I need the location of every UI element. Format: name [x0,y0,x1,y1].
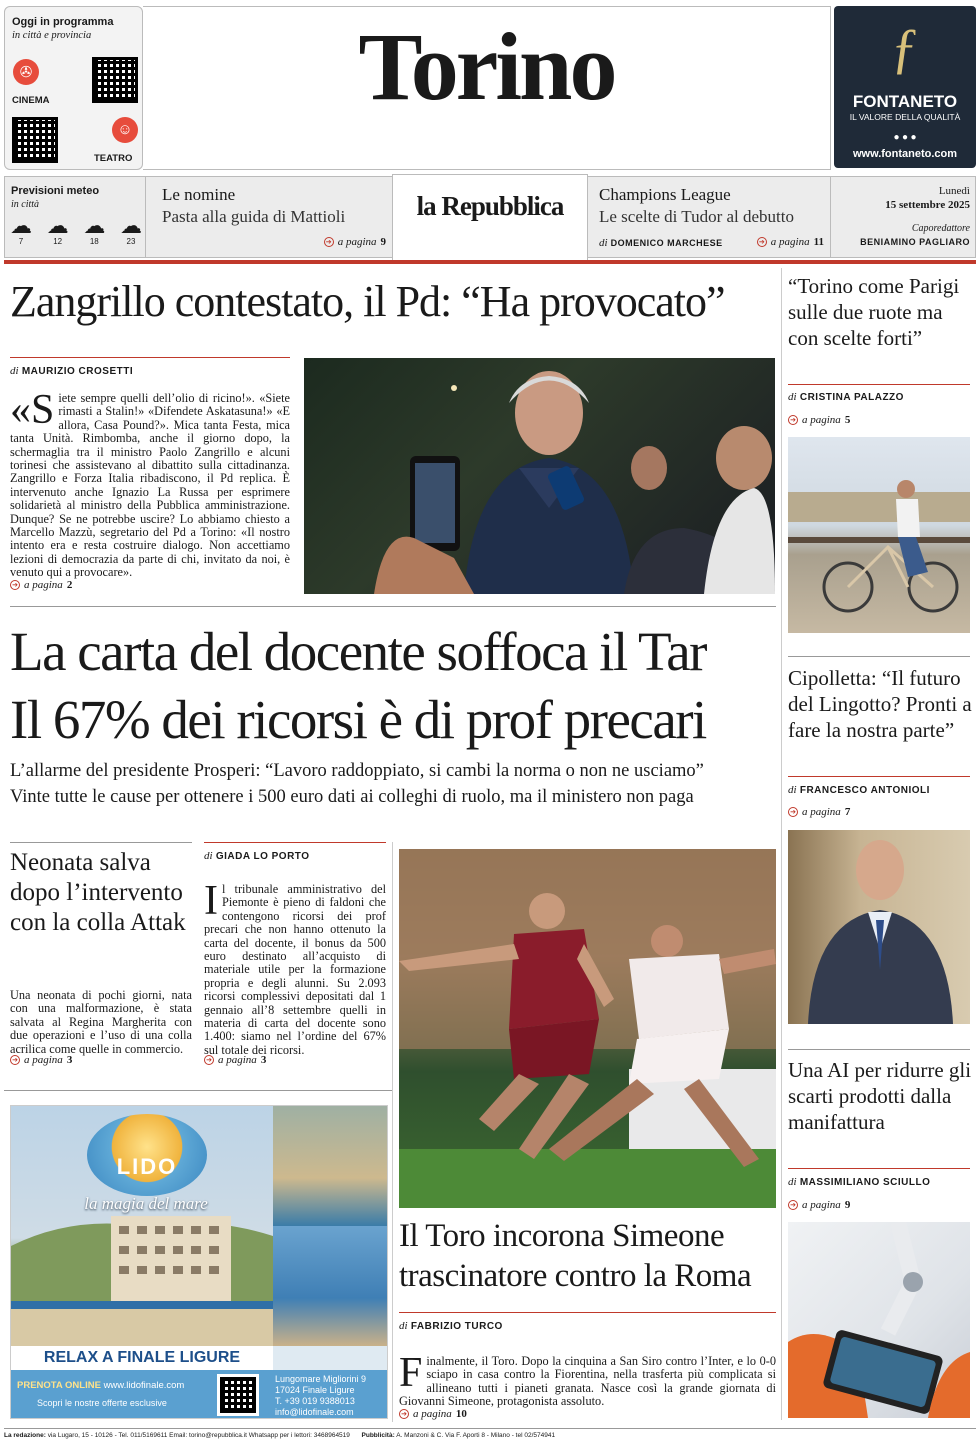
lido-logo-badge [87,1114,207,1196]
footer [4,1432,976,1439]
page-label: a pagina [802,414,841,426]
weather-temp: 23 [126,237,136,246]
by-label: di [788,1176,797,1188]
lead-text: iete sempre quelli dell’olio di ricino!». «Siete rimasti a Stalin!» «Difendete Askatasuna!» «E allora, Casa Pound?». Mica tanta Festa, mica tanta Unità. Rimbomba, anche il giorno dopo, la schermaglia tra il ministro Paolo Zangrillo e alcuni torinesi che assistevano al dibattito sulla cittadinanza. Zangrillo e Forza Italia ribadiscono, il Pd replica. È intervenuto anche Ignazio La Russa per esprimere solidarietà al ministro della Pubblica amministrazione. Dunque? Se ne potrebbe uscire? Lo abbiamo chiesto a Marcello Mazzù, segretario del Pd a Torino: «Il nostro intento era e resta costruire dialogo. Non accettiamo lezioni di democrazia da parte di chi, invitato da noi, è venuto qui a provocare». [10,391,290,580]
beach-photo [273,1106,388,1226]
page-number: 7 [844,806,851,818]
sidebar-page-ref[interactable] [788,806,850,818]
cinema-icon: ✇ [13,59,39,85]
email: info@lidofinale.com [275,1407,354,1417]
drop-cap: I [204,878,218,924]
divider [10,606,776,607]
page-label: a pagina [770,236,810,248]
arrow-right-icon: ➔ [788,1200,798,1210]
lido-qr-code[interactable] [217,1374,259,1416]
robot-arm-illustration [788,1222,970,1418]
sport-text: inalmente, il Toro. Dopo la cinquina a San Siro contro l’Inter, e lo 0-0 sciapo in casa contro la Fiorentina, nella trasferta più complicata si allineano tutti i pianeti granata. Nasce così la grande giornata di Giovanni Simeone, protagonista assoluto. [399,1354,776,1409]
author: GIADA LO PORTO [215,851,310,862]
lido-offer: Scopri le nostre offerte esclusive [37,1398,167,1408]
sport-body [399,1350,776,1409]
sport-byline [399,1320,503,1332]
teaser-kicker: Le nomine [162,185,236,204]
neonata-body: Una neonata di pochi giorni, nata con una malformazione, è stata salvata al Regina Margherita con due operazioni e l’uso di una colla acrilica come quelle in commercio. [10,988,192,1056]
lead-photo-illustration [304,358,775,594]
cloud-sun-icon: ☁ 23 [119,213,142,246]
address-line: Lungomare Migliorini 9 [275,1374,367,1384]
tar-byline [204,850,310,862]
by-label: di [399,1320,408,1332]
sport-page-ref[interactable] [399,1408,467,1420]
arrow-right-icon: ➔ [399,1409,409,1419]
main-subhead-2: Vinte tutte le cause per ottenere i 500 euro dati ai colleghi di ruolo, ma il ministero non paga [10,787,694,807]
repubblica-logo[interactable]: la Repubblica [416,191,564,221]
lido-ad[interactable] [10,1105,388,1419]
section-rule [4,260,976,264]
sport-photo [399,849,776,1208]
cinema-qr-code[interactable] [92,57,138,103]
author: FRANCESCO ANTONIOLI [799,785,930,796]
neonata-rule [10,842,192,843]
fontaneto-tagline: IL VALORE DELLA QUALITÀ [849,112,961,122]
weather-box [4,176,146,258]
page-label: a pagina [802,1199,841,1211]
lido-side-photos [273,1106,388,1346]
teaser-page-ref[interactable] [757,236,824,248]
lido-info-strip [11,1370,388,1419]
editor-role: Caporedattore [911,223,970,234]
arrow-right-icon: ➔ [788,415,798,425]
sport-headline[interactable]: Il Toro incorona Simeone trascinatore contro la Roma [399,1218,752,1294]
sidebar-divider-h [788,1049,970,1050]
masthead-box [143,6,831,170]
sidebar-page-ref[interactable] [788,414,850,426]
online-label: PRENOTA ONLINE [17,1380,101,1391]
weather-icons [10,214,142,246]
by-label: di [599,237,608,249]
cloud-sun-icon: ☁ 7 [10,213,32,246]
lido-url[interactable]: www.lidofinale.com [103,1380,185,1391]
by-label: di [204,850,213,862]
social-icons: ● ● ● [893,132,917,143]
page-label: a pagina [24,1054,63,1066]
teaser-byline [599,237,723,249]
fontaneto-ad[interactable] [834,6,976,168]
tar-body [204,878,386,1057]
lido-headline: RELAX A FINALE LIGURE [11,1346,273,1370]
cloud-sun-icon: ☁ 12 [46,213,69,246]
by-label: di [788,784,797,796]
portrait-illustration [788,830,970,1024]
page-label: a pagina [218,1054,257,1066]
weather-title: Previsioni meteo [11,185,100,197]
weather-subtitle: in città [11,199,40,210]
cloud-sun-icon: ☁ 18 [83,213,106,246]
lido-address [275,1374,366,1418]
redazione-info: via Lugaro, 15 - 10126 - Tel. 011/5169611 Email: torino@repubblica.it Whatsapp per i lettori: 3468964519 [47,1432,350,1439]
author: FABRIZIO TURCO [410,1321,503,1332]
weather-temp: 12 [53,237,63,246]
page-label: a pagina [413,1408,452,1420]
teaser-nomine[interactable] [146,176,392,258]
drop-cap: «S [10,387,55,433]
neonata-page-ref[interactable] [10,1054,72,1066]
page-number: 5 [844,414,851,426]
date-day: Lunedì [938,185,970,197]
by-label: di [10,365,19,377]
weather-temp: 7 [18,237,24,246]
teaser-text: Le scelte di Tudor al debutto [599,207,795,226]
arrow-right-icon: ➔ [757,237,767,247]
page-label: a pagina [337,236,377,248]
arrow-right-icon: ➔ [10,1055,20,1065]
sidebar-page-ref[interactable] [788,1199,850,1211]
sidebar-rule [788,1168,970,1169]
main-subhead-1: L’allarme del presidente Prosperi: “Lavoro raddoppiato, si cambi la norma o non ne usciamo” [10,761,704,781]
date-full: 15 settembre 2025 [885,199,970,211]
sidebar-byline [788,784,930,796]
page-number: 9 [380,236,386,248]
teatro-qr-code[interactable] [12,117,58,163]
lido-slogan: la magia del mare [84,1194,208,1213]
page-number: 2 [66,579,73,591]
page-number: 10 [455,1408,467,1420]
sidebar-byline [788,391,904,403]
sidebar-byline [788,1176,930,1188]
arrow-right-icon: ➔ [10,580,20,590]
pubblicita-label: Pubblicità: [361,1432,395,1439]
sport-photo-illustration [399,849,776,1208]
cyclist-photo [788,437,970,633]
phone: T. +39 019 9388013 [275,1396,355,1406]
drop-cap: F [399,1350,423,1396]
sidebar-divider-h [788,656,970,657]
by-label: di [788,391,797,403]
sidebar-rule [788,384,970,385]
lido-online [17,1380,184,1391]
lead-rule [10,357,290,358]
lead-body [10,387,290,580]
page-label: a pagina [802,806,841,818]
page-number: 3 [66,1054,73,1066]
lead-headline[interactable]: Zangrillo contestato, il Pd: “Ha provocato” [10,277,725,326]
repubblica-logo-box [392,174,588,260]
sidebar-rule [788,776,970,777]
teaser-kicker: Champions League [599,185,731,204]
teatro-label: TEATRO [94,153,133,164]
footer-rule [4,1428,976,1429]
pubblicita-info: A. Manzoni & C. Via F. Aporti 8 - Milano - tel 02/574941 [396,1432,556,1439]
weather-temp: 18 [89,237,99,246]
arrow-right-icon: ➔ [204,1055,214,1065]
tar-page-ref[interactable] [204,1054,266,1066]
page-label: a pagina [24,579,63,591]
teatro-icon: ☺ [112,117,138,143]
lead-photo [304,358,775,594]
tar-rule [204,842,386,843]
address-line: 17024 Finale Ligure [275,1385,355,1395]
page-number: 9 [844,1199,851,1211]
sidebar-divider [781,268,782,1420]
tar-text: l tribunale amministrativo del Piemonte è pieno di faldoni che contengono ricorsi dei prof precari che non hanno ottenuto la carta del docente, il bonus da 500 euro destinato all’acquisto di materiale utile per la formazione propria e degli alunni. Su 2.093 ricorsi complessivi depositati dal 1 gennaio all’8 settembre quelli in materia di carta del docente sono 1.400: siamo nel l’ordine del 67% sul totale dei ricorsi. [204,882,386,1057]
lead-page-ref[interactable] [10,579,72,591]
teaser-champions[interactable] [588,176,831,258]
program-box [4,6,143,170]
sport-rule [399,1312,776,1313]
page-number: 11 [813,236,824,248]
date-box [831,176,976,258]
author: MASSIMILIANO SCIULLO [799,1177,931,1188]
column-divider [392,842,393,1422]
cyclist-illustration [788,437,970,633]
editor-name: BENIAMINO PAGLIARO [860,237,970,247]
arrow-right-icon: ➔ [788,807,798,817]
main-headline-2[interactable]: Il 67% dei ricorsi è di prof precari [10,689,706,750]
fontaneto-logo-icon: ƒ [891,18,919,80]
climber-photo [273,1226,388,1346]
sidebar-headline-1[interactable]: “Torino come Parigi sulle due ruote ma con scelte forti” [788,274,960,350]
program-subtitle: in città e provincia [12,30,92,41]
sidebar-headline-3[interactable]: Una AI per ridurre gli scarti prodotti dalla manifattura [788,1058,972,1134]
neonata-headline[interactable]: Neonata salva dopo l’intervento con la colla Attak [10,849,186,936]
lead-byline [10,365,133,377]
author: DOMENICO MARCHESE [610,238,723,248]
fontaneto-brand: FONTANETO [852,92,958,111]
sidebar-headline-2[interactable]: Cipolletta: “Il futuro del Lingotto? Pronti a fare la nostra parte” [788,666,972,742]
cipolletta-photo [788,830,970,1024]
page-number: 3 [260,1054,267,1066]
author: MAURIZIO CROSETTI [21,366,134,377]
arrow-right-icon: ➔ [324,237,334,247]
lido-logo: LIDO [116,1154,178,1179]
redazione-label: La redazione: [4,1432,46,1439]
author: CRISTINA PALAZZO [799,392,904,403]
teaser-page-ref[interactable] [324,236,386,248]
divider [4,1090,392,1091]
cinema-label: CINEMA [12,95,50,106]
factory-ai-photo [788,1222,970,1418]
masthead[interactable]: Torino [358,13,615,120]
main-headline-1[interactable]: La carta del docente soffoca il Tar [10,621,706,682]
fontaneto-url: www.fontaneto.com [852,148,958,160]
program-title: Oggi in programma [12,16,114,28]
teaser-text: Pasta alla guida di Mattioli [162,207,346,226]
